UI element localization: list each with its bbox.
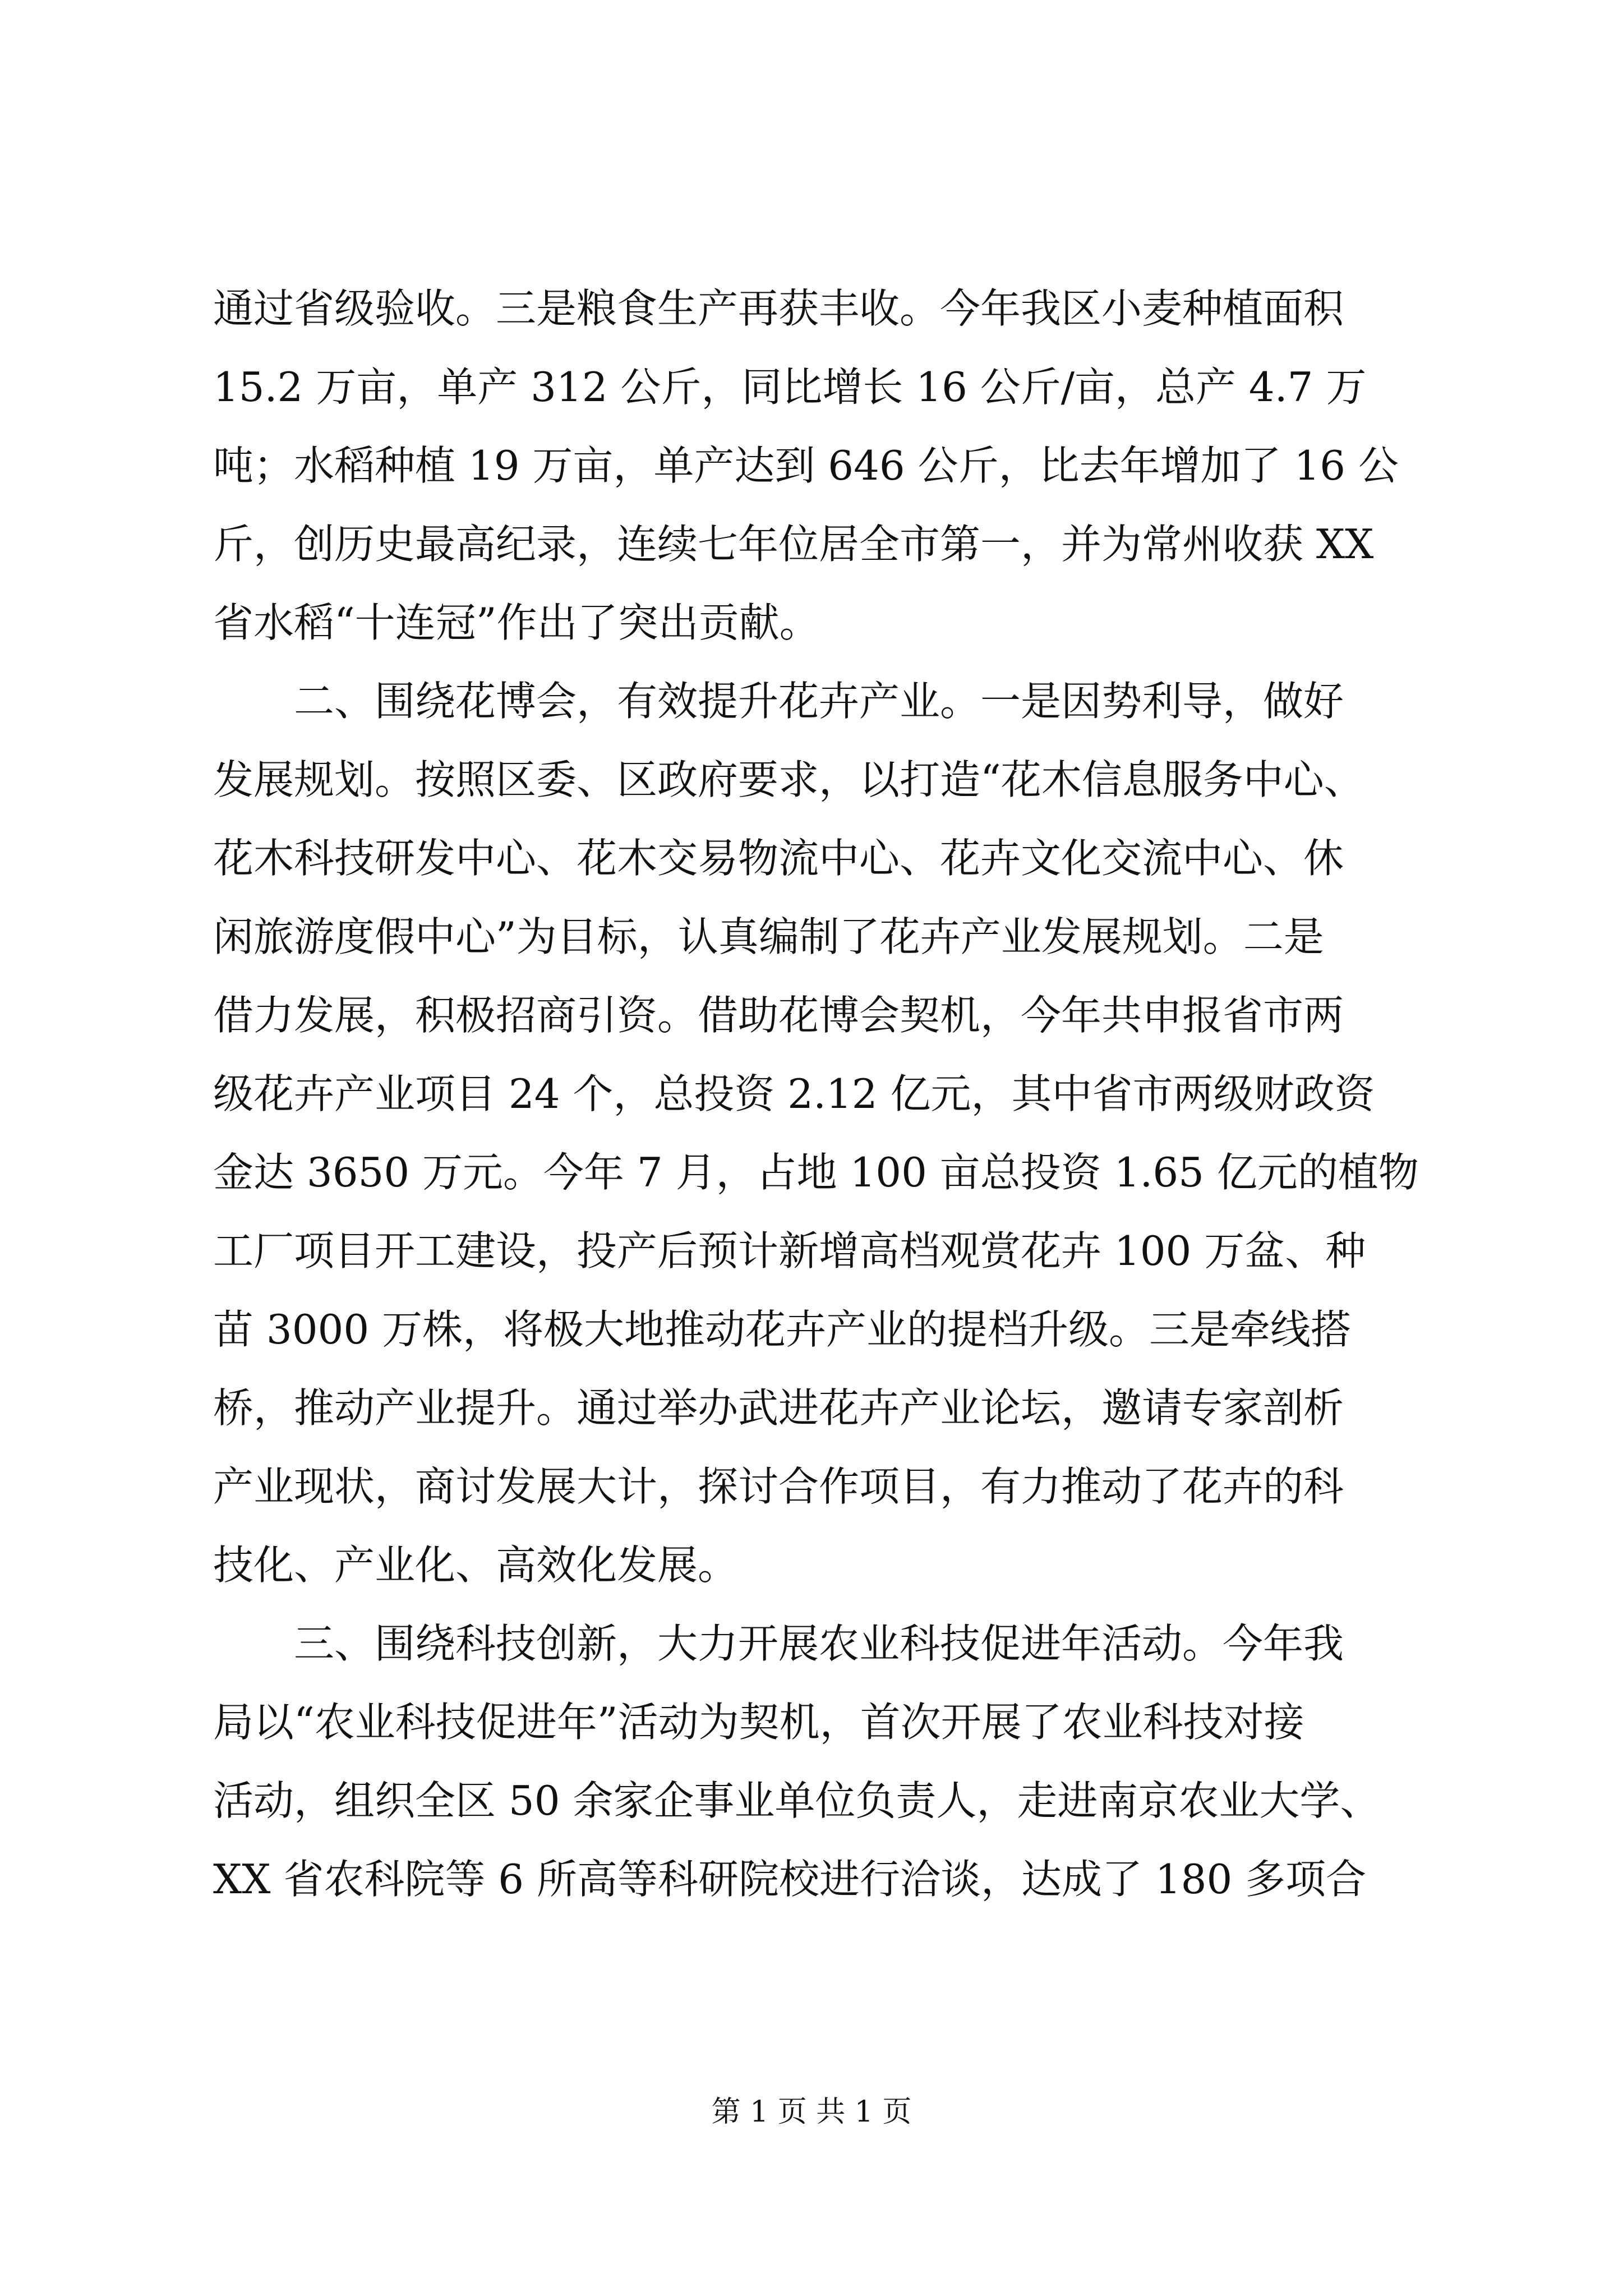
paragraph-first-line: 二、围绕花博会，有效提升花卉产业。一是因势利导，做好 xyxy=(294,678,1344,725)
text-line: 吨；水稻种植 19 万亩，单产达到 646 公斤，比去年增加了 16 公 xyxy=(213,442,1399,489)
text-line: 产业现状，商讨发展大计，探讨合作项目，有力推动了花卉的科 xyxy=(213,1463,1344,1510)
text-line: 省水稻“十连冠”作出了突出贡献。 xyxy=(213,599,820,646)
text-line: 斤，创历史最高纪录，连续七年位居全市第一，并为常州收获 XX xyxy=(213,521,1374,568)
text-line: 发展规划。按照区委、区政府要求，以打造“花木信息服务中心、 xyxy=(213,756,1364,803)
text-line: 技化、产业化、高效化发展。 xyxy=(213,1542,739,1589)
text-line: 活动，组织全区 50 余家企事业单位负责人，走进南京农业大学、 xyxy=(213,1777,1381,1824)
text-line: XX 省农科院等 6 所高等科研院校进行洽谈，达成了 180 多项合 xyxy=(213,1856,1367,1903)
text-line: 借力发展，积极招商引资。借助花博会契机，今年共申报省市两 xyxy=(213,992,1344,1039)
text-line: 工厂项目开工建设，投产后预计新增高档观赏花卉 100 万盆、种 xyxy=(213,1227,1366,1274)
page-footer: 第 1 页 共 1 页 xyxy=(711,2095,912,2129)
text-line: 苗 3000 万株，将极大地推动花卉产业的提档升级。三是牵线搭 xyxy=(213,1306,1352,1353)
text-line: 闲旅游度假中心”为目标，认真编制了花卉产业发展规划。二是 xyxy=(213,913,1324,960)
text-line: 桥，推动产业提升。通过举办武进花卉产业论坛，邀请专家剖析 xyxy=(213,1384,1344,1432)
document-body xyxy=(213,269,1424,1918)
text-line: 局以“农业科技促进年”活动为契机，首次开展了农业科技对接 xyxy=(213,1699,1304,1746)
text-line: 15.2 万亩，单产 312 公斤，同比增长 16 公斤/亩，总产 4.7 万 xyxy=(213,364,1367,411)
text-line: 级花卉产业项目 24 个，总投资 2.12 亿元，其中省市两级财政资 xyxy=(213,1070,1375,1117)
text-line: 金达 3650 万元。今年 7 月，占地 100 亩总投资 1.65 亿元的植物 xyxy=(213,1149,1419,1196)
text-line: 花木科技研发中心、花木交易物流中心、花卉文化交流中心、休 xyxy=(213,835,1344,882)
text-line: 通过省级验收。三是粮食生产再获丰收。今年我区小麦种植面积 xyxy=(213,285,1344,332)
paragraph-first-line: 三、围绕科技创新，大力开展农业科技促进年活动。今年我 xyxy=(294,1620,1344,1667)
